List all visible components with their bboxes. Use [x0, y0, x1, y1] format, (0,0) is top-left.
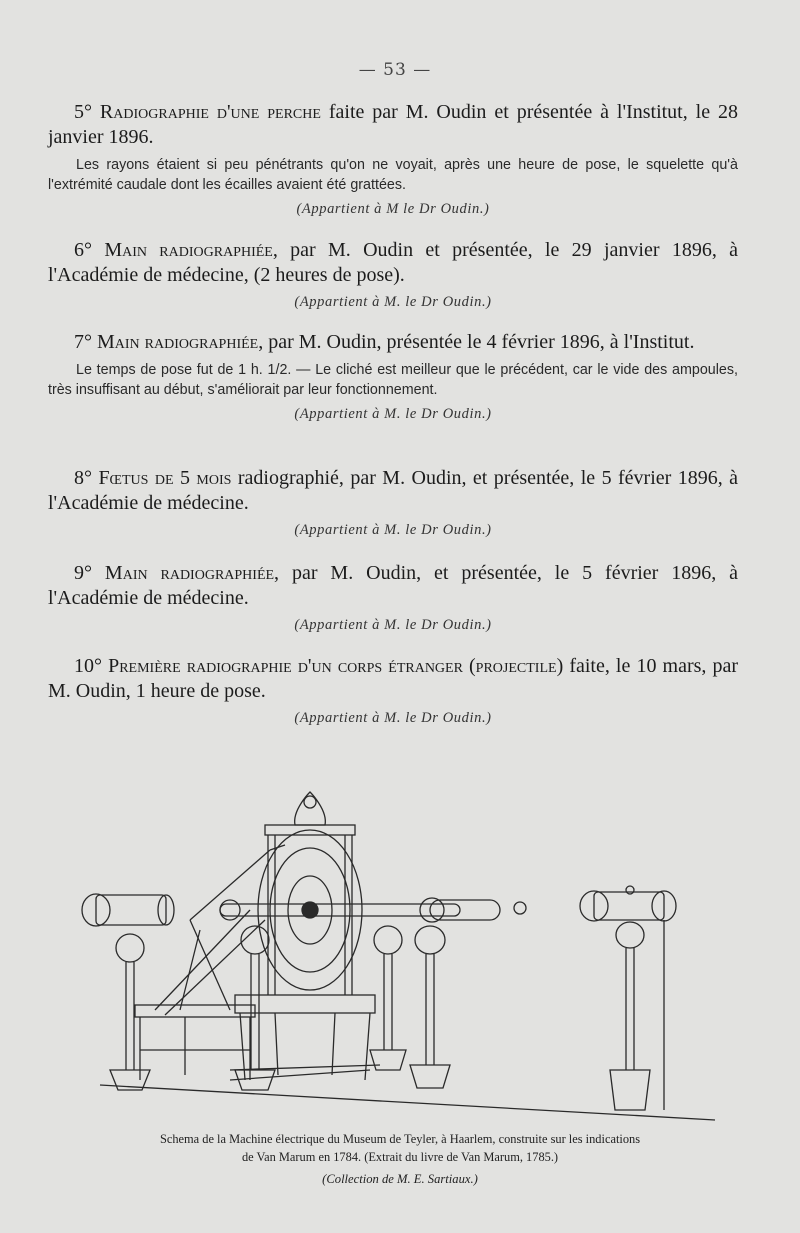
entry-number: 8°	[74, 467, 92, 489]
floor-line	[100, 1085, 715, 1120]
entry-text: radiographié, par M. Oudin, et présentée, le 5 février 1896, à l'Académie de médecine.	[48, 467, 739, 514]
right-column-2	[410, 926, 450, 1088]
entry-heading	[48, 100, 738, 150]
entry-9	[48, 561, 738, 634]
entry-heading	[48, 561, 738, 611]
entry-text: faite, le 10 mars, par M. Oudin, 1 heure de pose.	[48, 655, 739, 702]
entry-7	[48, 330, 738, 423]
entry-heading	[48, 466, 738, 516]
caption-line: de Van Marum en 1784. (Extrait du livre de Van Marum, 1785.)	[241, 1150, 559, 1164]
entry-credit: (Appartient à M. le Dr Oudin.)	[294, 617, 492, 633]
entry-6	[48, 238, 738, 311]
caption-credit: (Collection de M. E. Sartiaux.)	[322, 1172, 478, 1186]
entry-number: 9°	[74, 562, 92, 584]
entry-10	[48, 654, 738, 727]
entry-number: 10°	[74, 655, 102, 677]
left-column	[110, 934, 150, 1090]
entry-credit: (Appartient à M. le Dr Oudin.)	[294, 406, 492, 422]
entry-title: Radiographie d'une perche	[99, 101, 321, 123]
entry-description: Le temps de pose fut de 1 h. 1/2. — Le cliché est meilleur que le précédent, car le vide des ampoules, très insuffisant au début, s'améliorait par leur fonctionnement.	[48, 362, 738, 398]
entry-title: Main radiographiée,	[104, 239, 278, 261]
machine-base	[235, 995, 375, 1013]
entry-credit: (Appartient à M le Dr Oudin.)	[296, 201, 490, 217]
far-right-conductor	[580, 886, 676, 1110]
entry-text: par M. Oudin, présentée le 4 février 1896, à l'Institut.	[268, 331, 695, 353]
entry-description: Les rayons étaient si peu pénétrants qu'on ne voyait, après une heure de pose, le squelette qu'à l'extrémité caudale dont les écailles avaient été grattées.	[48, 157, 738, 193]
entry-credit: (Appartient à M. le Dr Oudin.)	[294, 522, 492, 538]
entry-credit: (Appartient à M. le Dr Oudin.)	[294, 710, 492, 726]
entry-text: par M. Oudin et présentée, le 29 janvier 1896, à l'Académie de médecine, (2 heures de pose).	[48, 239, 739, 286]
entry-heading	[48, 330, 738, 355]
prime-conductor	[220, 904, 460, 916]
entry-number: 7°	[74, 331, 92, 353]
entry-text: faite par M. Oudin et présentée à l'Institut, le 28 janvier 1896.	[48, 101, 739, 148]
entry-title: Première radiographie d'un corps étranger (projectile)	[108, 655, 564, 677]
entry-number: 5°	[74, 101, 92, 123]
entry-title: Fœtus de 5 mois	[98, 467, 232, 489]
page-number: — 53 —	[358, 60, 432, 80]
entry-number: 6°	[74, 239, 92, 261]
bench-top	[135, 1005, 255, 1017]
entry-title: Main radiographiée,	[104, 562, 280, 584]
entry-heading	[48, 654, 738, 704]
entry-text: par M. Oudin, et présentée, le 5 février 1896, à l'Académie de médecine.	[48, 562, 739, 609]
electrostatic-machine-illustration	[70, 780, 730, 1130]
entry-heading	[48, 238, 738, 288]
entry-title: Main radiographiée,	[97, 331, 264, 353]
entry-5	[48, 100, 738, 218]
entry-8	[48, 466, 738, 539]
caption-line: Schema de la Machine électrique du Museum de Teyler, à Haarlem, construite sur les indications	[159, 1132, 641, 1146]
figure-caption	[60, 1130, 740, 1188]
entry-credit: (Appartient à M. le Dr Oudin.)	[294, 294, 492, 310]
